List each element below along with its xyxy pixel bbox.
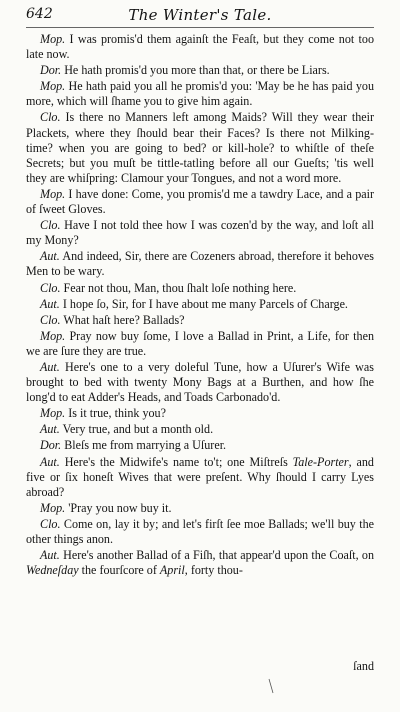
page-header — [26, 6, 374, 28]
speech-text: Is there no Manners left among Maids? Will they wear their Plackets, where they ſhould bear their Faces? Is there not Milking-time? when you are going to bed? or kill-hole? to whiſtle of theſe Secrets; but you muſt be tittle-tatling before all our Gueſts; 'tis well they are whiſpring: Clamour your Tongues, and not a word more. — [26, 110, 374, 185]
speech — [26, 79, 374, 109]
speech — [26, 501, 374, 516]
speaker-name: Aut. — [40, 296, 60, 311]
speech — [26, 32, 374, 62]
speech-text: Come on, lay it by; and let's firſt ſee moe Ballads; we'll buy the other things anon. — [26, 516, 375, 546]
speech — [26, 297, 374, 312]
speech-text: Here's one to a very doleful Tune, how a Uſurer's Wife was brought to bed with twenty Mony Bags at a Burthen, and how ſhe long'd to eat Adder's Heads, and Toads Carbonado'd. — [26, 359, 374, 405]
speech-text: What haſt here? Ballads? — [63, 312, 185, 327]
speech-text: 'Pray you now buy it. — [68, 500, 172, 515]
speech-text: I hope ſo, Sir, for I have about me many Parcels of Charge. — [62, 296, 348, 311]
speech — [26, 548, 374, 578]
speaker-name: Aut. — [40, 422, 60, 437]
speech-text: He hath promis'd you more than that, or there be Liars. — [64, 63, 330, 78]
speech — [26, 249, 374, 279]
speaker-name: Dor. — [40, 63, 62, 78]
speaker-name: Mop. — [40, 328, 66, 343]
speech-text: Here's the Midwife's name to't; one Miſtreſs — [64, 454, 293, 469]
stray-ink-mark — [268, 678, 274, 694]
speech — [26, 281, 374, 296]
speech-text: Have I not told thee how I was cozen'd by the way, and loſt all my Mony? — [26, 218, 374, 248]
italic-text: Wedneſday — [26, 563, 79, 578]
speaker-name: Aut. — [40, 359, 60, 374]
speech — [26, 517, 374, 547]
speaker-name: Aut. — [40, 548, 60, 563]
speech-text: Fear not thou, Man, thou ſhalt loſe nothing here. — [63, 280, 297, 295]
speaker-name: Clo. — [40, 110, 61, 125]
play-text — [26, 32, 374, 579]
speech — [26, 313, 374, 328]
speech-text: , and five or ſix honeſt Wives that were preſent. Why ſhould I carry Lyes abroad? — [26, 454, 374, 499]
speaker-name: Mop. — [40, 32, 66, 46]
speech-text: And indeed, Sir, there are Cozeners abroad, therefore it behoves Men to be wary. — [26, 249, 375, 279]
speaker-name: Clo. — [40, 516, 61, 531]
header-rule — [26, 27, 374, 28]
speech — [26, 187, 374, 217]
speaker-name: Clo. — [40, 218, 61, 233]
speech-text: I was promis'd them againſt the Feaſt, but they come not too late now. — [26, 32, 374, 62]
page-number: 642 — [26, 6, 53, 22]
speaker-name: Clo. — [40, 280, 61, 295]
speaker-name: Dor. — [40, 438, 62, 453]
speech — [26, 329, 374, 359]
speech-text: I have done: Come, you promis'd me a tawdry Lace, and a pair of ſweet Gloves. — [26, 186, 375, 217]
italic-text: April — [159, 563, 185, 578]
speech — [26, 110, 374, 185]
catchword: ſand — [353, 659, 374, 673]
speaker-name: Mop. — [40, 79, 66, 94]
speech — [26, 438, 374, 453]
speech — [26, 360, 374, 405]
speaker-name: Mop. — [40, 186, 66, 201]
speech-text: Very true, and but a month old. — [62, 422, 214, 437]
speaker-name: Mop. — [40, 406, 66, 421]
speech-text: Bleſs me from marrying a Uſurer. — [64, 438, 227, 453]
speech-text: Here's another Ballad of a Fiſh, that appear'd upon the Coaſt, on — [63, 548, 374, 563]
speaker-name: Mop. — [40, 500, 66, 515]
speech — [26, 63, 374, 78]
speech-text: Is it true, think you? — [68, 406, 166, 421]
running-title: The Winter's Tale. — [128, 6, 272, 24]
speech — [26, 455, 374, 500]
speech — [26, 218, 374, 248]
speaker-name: Aut. — [40, 249, 60, 264]
italic-text: Tale-Porter — [292, 454, 349, 469]
speech-text: the fourſcore of — [78, 563, 160, 578]
speech-text: He hath paid you all he promis'd you: 'May be he has paid you more, which will ſhame you to give him again. — [26, 79, 374, 109]
speech — [26, 406, 374, 421]
speech-text: Pray now buy ſome, I love a Ballad in Print, a Life, for then we are ſure they are true. — [26, 328, 374, 358]
speaker-name: Clo. — [40, 312, 61, 327]
speech — [26, 422, 374, 437]
speaker-name: Aut. — [40, 454, 60, 469]
speech-text: , forty thou- — [184, 563, 243, 578]
